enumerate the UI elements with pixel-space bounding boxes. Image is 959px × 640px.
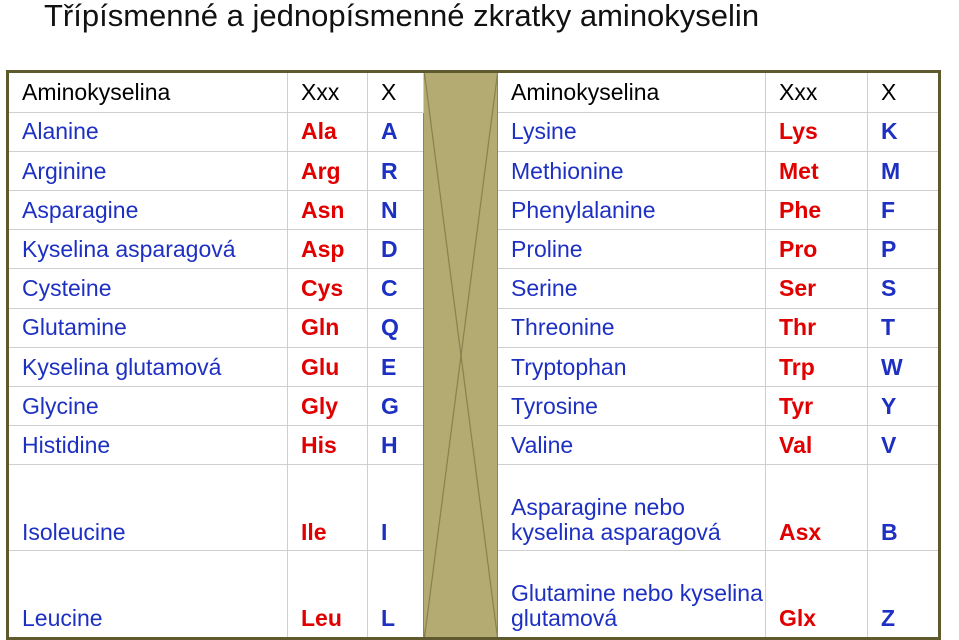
three-letter-code: Tyr: [766, 387, 868, 426]
three-letter-code: Asx: [766, 465, 868, 551]
amino-acid-name: Asparagine: [8, 191, 288, 230]
header-cell: Aminokyselina: [8, 72, 288, 113]
one-letter-code: N: [368, 191, 424, 230]
one-letter-code: R: [368, 151, 424, 190]
three-letter-code: Ser: [766, 269, 868, 308]
three-letter-code: Pro: [766, 230, 868, 269]
amino-acid-name: Lysine: [498, 112, 766, 151]
one-letter-code: M: [868, 151, 940, 190]
separator-column: [424, 72, 498, 639]
amino-acid-name: Proline: [498, 230, 766, 269]
three-letter-code: Val: [766, 426, 868, 465]
header-cell: Aminokyselina: [498, 72, 766, 113]
three-letter-code: His: [288, 426, 368, 465]
three-letter-code: Ile: [288, 465, 368, 551]
one-letter-code: D: [368, 230, 424, 269]
one-letter-code: H: [368, 426, 424, 465]
header-cell: Xxx: [288, 72, 368, 113]
amino-acid-name: Histidine: [8, 426, 288, 465]
amino-acid-name: Threonine: [498, 308, 766, 347]
one-letter-code: G: [368, 387, 424, 426]
amino-acid-name: Kyselina asparagová: [8, 230, 288, 269]
amino-acid-name: Phenylalanine: [498, 191, 766, 230]
three-letter-code: Arg: [288, 151, 368, 190]
one-letter-code: F: [868, 191, 940, 230]
amino-acid-name: Glutamine: [8, 308, 288, 347]
three-letter-code: Asn: [288, 191, 368, 230]
amino-acid-name: Alanine: [8, 112, 288, 151]
three-letter-code: Glx: [766, 551, 868, 639]
header-cell: X: [368, 72, 424, 113]
one-letter-code: K: [868, 112, 940, 151]
one-letter-code: A: [368, 112, 424, 151]
three-letter-code: Phe: [766, 191, 868, 230]
amino-acid-name: Asparagine nebo kyselina asparagová: [498, 465, 766, 551]
one-letter-code: Z: [868, 551, 940, 639]
three-letter-code: Cys: [288, 269, 368, 308]
amino-acid-name: Cysteine: [8, 269, 288, 308]
one-letter-code: E: [368, 347, 424, 386]
header-cell: X: [868, 72, 940, 113]
amino-acid-name: Glutamine nebo kyselina glutamová: [498, 551, 766, 639]
amino-acid-name: Serine: [498, 269, 766, 308]
amino-acid-table: [6, 70, 941, 640]
one-letter-code: T: [868, 308, 940, 347]
three-letter-code: Trp: [766, 347, 868, 386]
amino-acid-name: Tryptophan: [498, 347, 766, 386]
three-letter-code: Ala: [288, 112, 368, 151]
amino-acid-name: Kyselina glutamová: [8, 347, 288, 386]
one-letter-code: C: [368, 269, 424, 308]
one-letter-code: P: [868, 230, 940, 269]
one-letter-code: Q: [368, 308, 424, 347]
three-letter-code: Met: [766, 151, 868, 190]
page-title: Třípísmenné a jednopísmenné zkratky aminokyselin: [44, 0, 760, 33]
amino-acid-name: Isoleucine: [8, 465, 288, 551]
three-letter-code: Glu: [288, 347, 368, 386]
one-letter-code: B: [868, 465, 940, 551]
three-letter-code: Lys: [766, 112, 868, 151]
amino-acid-name: Leucine: [8, 551, 288, 639]
amino-acid-name: Valine: [498, 426, 766, 465]
three-letter-code: Asp: [288, 230, 368, 269]
one-letter-code: I: [368, 465, 424, 551]
amino-acid-name: Tyrosine: [498, 387, 766, 426]
one-letter-code: Y: [868, 387, 940, 426]
amino-acid-name: Arginine: [8, 151, 288, 190]
one-letter-code: L: [368, 551, 424, 639]
one-letter-code: S: [868, 269, 940, 308]
three-letter-code: Gly: [288, 387, 368, 426]
three-letter-code: Gln: [288, 308, 368, 347]
one-letter-code: W: [868, 347, 940, 386]
three-letter-code: Thr: [766, 308, 868, 347]
three-letter-code: Leu: [288, 551, 368, 639]
amino-acid-name: Methionine: [498, 151, 766, 190]
table-header-row: [8, 72, 940, 113]
header-cell: Xxx: [766, 72, 868, 113]
amino-acid-name: Glycine: [8, 387, 288, 426]
one-letter-code: V: [868, 426, 940, 465]
